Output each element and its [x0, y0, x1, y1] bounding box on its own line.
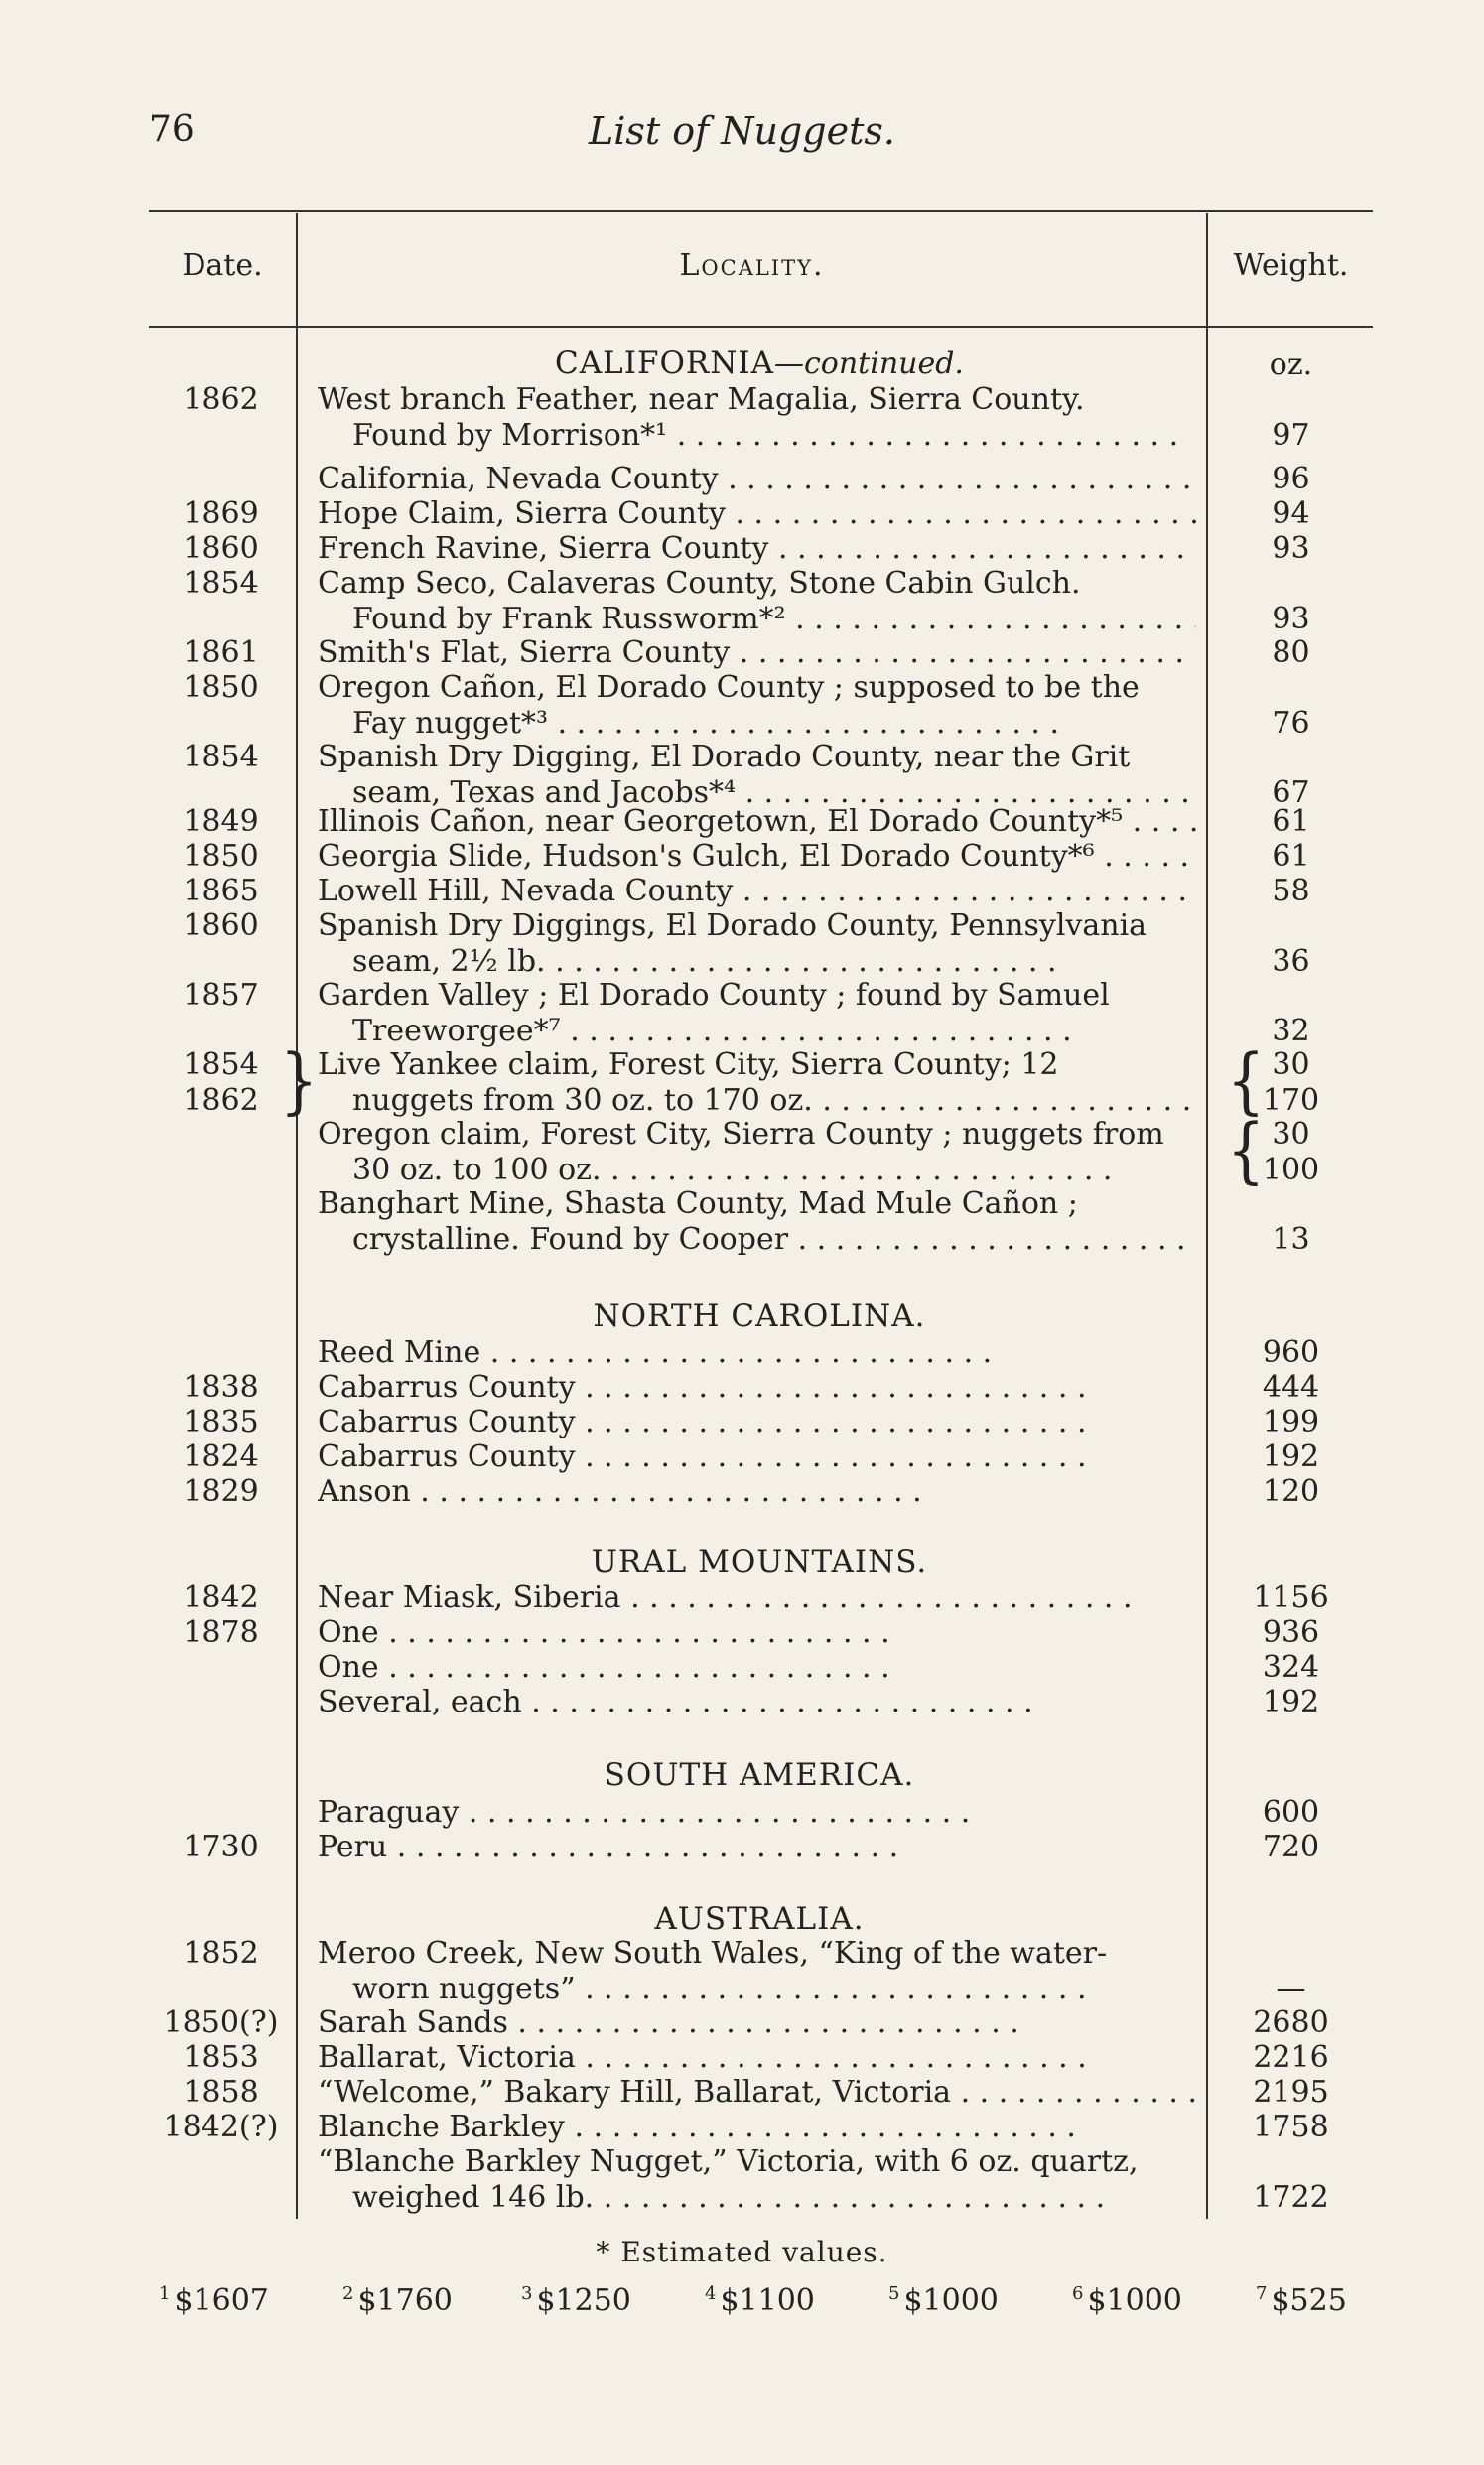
- section-california: [313, 345, 1206, 381]
- weight-brace: {: [1227, 1109, 1266, 1192]
- row-weight: 2195: [1253, 2075, 1329, 2110]
- row-date: 1850: [183, 670, 259, 705]
- row-locality-line: Lowell Hill, Nevada County . .: [318, 874, 1196, 909]
- section-south-america: SOUTH AMERICA.: [604, 1757, 915, 1793]
- footnote-mark: 3: [521, 2283, 533, 2304]
- row-date: 1850: [183, 839, 259, 874]
- row-date: 1730: [183, 1830, 259, 1864]
- row-locality-line: West branch Feather, near Magalia, Sierra County.: [318, 382, 1085, 417]
- row-locality-line: Meroo Creek, New South Wales, “King of the water-: [318, 1936, 1108, 1971]
- row-locality-line: seam, 2½ lb. . .: [352, 944, 1196, 980]
- footnote-mark: 7: [1256, 2283, 1268, 2304]
- footnote-mark: 1: [159, 2283, 171, 2304]
- footnote-estimated: * Estimated values.: [596, 2236, 888, 2268]
- row-locality-line: Reed Mine . .: [318, 1335, 1196, 1371]
- weight-brace: {: [1227, 1039, 1266, 1123]
- row-weight: 36: [1272, 944, 1310, 979]
- row-weight: 199: [1262, 1405, 1320, 1439]
- row-weight: 2680: [1253, 2005, 1329, 2040]
- table-top-rule: [149, 210, 1373, 212]
- column-divider-left-lower: [296, 1226, 298, 2219]
- row-weight: 936: [1262, 1615, 1320, 1650]
- footnote-item: [1256, 2283, 1347, 2318]
- row-locality-line: Peru . .: [318, 1830, 1196, 1865]
- row-locality-line: California, Nevada County . .: [318, 462, 1196, 497]
- row-weight: 58: [1272, 874, 1310, 908]
- row-locality-line: Several, each . .: [318, 1685, 1196, 1720]
- footnote-value: $1250: [536, 2283, 631, 2318]
- row-locality-line: Spanish Dry Diggings, El Dorado County, Pennsylvania: [318, 908, 1147, 943]
- row-weight: 324: [1262, 1650, 1320, 1685]
- row-locality-line: Oregon claim, Forest City, Sierra County ; nuggets from: [318, 1117, 1164, 1152]
- row-locality-line: crystalline. Found by Cooper . .: [352, 1222, 1196, 1258]
- row-locality-line: seam, Texas and Jacobs*⁴ . .: [352, 775, 1196, 811]
- row-date: 1829: [183, 1474, 259, 1509]
- column-divider-right: [1206, 213, 1208, 2219]
- page-title: List of Nuggets.: [589, 109, 895, 153]
- row-weight: 97: [1272, 418, 1310, 453]
- row-locality-line: Fay nugget*³ . .: [352, 706, 1196, 742]
- row-date: 1857: [183, 978, 259, 1013]
- row-date: 1824: [183, 1439, 259, 1474]
- footnote-mark: 2: [342, 2283, 354, 2304]
- footnote-mark: 4: [705, 2283, 717, 2304]
- row-date: 1854: [183, 740, 259, 774]
- footnote-item: [159, 2283, 269, 2318]
- section-ural-mountains: URAL MOUNTAINS.: [591, 1544, 928, 1579]
- row-locality-line: Smith's Flat, Sierra County . .: [318, 635, 1196, 671]
- column-header-locality: Locality.: [679, 248, 825, 283]
- date-brace: }: [280, 1039, 319, 1123]
- footnote-value: $525: [1271, 2283, 1347, 2318]
- row-locality-line: Blanche Barkley . .: [318, 2110, 1196, 2145]
- footnote-value: $1100: [720, 2283, 815, 2318]
- row-locality-line: “Welcome,” Bakary Hill, Ballarat, Victoria . .: [318, 2075, 1196, 2111]
- row-date: 1860: [183, 531, 259, 566]
- footnote-value: $1607: [174, 2283, 269, 2318]
- row-weight: 61: [1272, 804, 1310, 839]
- row-locality-line: Live Yankee claim, Forest City, Sierra County; 12: [318, 1047, 1059, 1082]
- row-locality-line: Oregon Cañon, El Dorado County ; supposed to be the: [318, 670, 1140, 705]
- row-date: 1862: [183, 382, 259, 417]
- row-locality-line: Found by Frank Russworm*² . .: [352, 602, 1196, 637]
- row-locality-line: Near Miask, Siberia . .: [318, 1580, 1196, 1616]
- row-locality-line: Cabarrus County . .: [318, 1405, 1196, 1440]
- row-weight: 30: [1272, 1117, 1310, 1152]
- footnote-value: $1000: [903, 2283, 999, 2318]
- row-weight: 67: [1272, 775, 1310, 810]
- row-locality-line: Camp Seco, Calaveras County, Stone Cabin Gulch.: [318, 566, 1081, 601]
- row-locality-line: Cabarrus County . .: [318, 1370, 1196, 1406]
- row-weight: 2216: [1253, 2040, 1329, 2075]
- row-locality-line: Cabarrus County . .: [318, 1439, 1196, 1475]
- row-date: 1861: [183, 635, 259, 670]
- row-date: 1842(?): [163, 2110, 279, 2144]
- row-date: 1869: [183, 496, 259, 531]
- row-locality-line: Found by Morrison*¹ . .: [352, 418, 1196, 454]
- header-bottom-rule: [149, 326, 1373, 328]
- footnote-item: [342, 2283, 453, 2318]
- page-number: 76: [149, 109, 195, 150]
- row-locality-line: Garden Valley ; El Dorado County ; found by Samuel: [318, 978, 1110, 1013]
- footnote-value: $1000: [1087, 2283, 1182, 2318]
- footnote-mark: 5: [888, 2283, 900, 2304]
- row-weight: 93: [1272, 531, 1310, 566]
- row-weight: 80: [1272, 635, 1310, 670]
- row-locality-line: Paraguay . .: [318, 1795, 1196, 1831]
- row-locality-line: One . .: [318, 1615, 1196, 1651]
- section-name: CALIFORNIA: [555, 345, 774, 381]
- row-date: 1858: [183, 2075, 259, 2110]
- row-locality-line: “Blanche Barkley Nugget,” Victoria, with 6 oz. quartz,: [318, 2144, 1139, 2179]
- row-weight: 192: [1262, 1439, 1320, 1474]
- row-date: 1835: [183, 1405, 259, 1439]
- column-header-date: Date.: [182, 248, 263, 283]
- footnote-item: [705, 2283, 815, 2318]
- row-locality-line: French Ravine, Sierra County . .: [318, 531, 1196, 567]
- row-date: 1878: [183, 1615, 259, 1650]
- row-weight-max: 170: [1262, 1083, 1320, 1118]
- weight-unit: oz.: [1269, 347, 1313, 382]
- row-weight: 93: [1272, 602, 1310, 636]
- column-header-weight: Weight.: [1233, 248, 1349, 283]
- row-locality-line: Illinois Cañon, near Georgetown, El Dorado County*⁵ . .: [318, 804, 1196, 840]
- row-weight: 600: [1262, 1795, 1320, 1830]
- row-locality-line: weighed 146 lb. . .: [352, 2180, 1196, 2216]
- row-locality-line: Treeworgee*⁷ . .: [352, 1014, 1196, 1049]
- row-locality-line: Georgia Slide, Hudson's Gulch, El Dorado County*⁶ . .: [318, 839, 1196, 875]
- footnote-item: [521, 2283, 631, 2318]
- row-date: 1850(?): [163, 2005, 279, 2040]
- row-weight: 30: [1272, 1047, 1310, 1082]
- row-date: 1838: [183, 1370, 259, 1405]
- row-locality-line: Banghart Mine, Shasta County, Mad Mule Cañon ;: [318, 1186, 1078, 1221]
- row-date: 1853: [183, 2040, 259, 2075]
- section-suffix: —continued.: [773, 346, 964, 381]
- row-locality-line: 30 oz. to 100 oz. . .: [352, 1153, 1196, 1188]
- footnote-mark: 6: [1072, 2283, 1084, 2304]
- footnote-value: $1760: [357, 2283, 453, 2318]
- row-date: 1842: [183, 1580, 259, 1615]
- row-date: 1854: [183, 1047, 259, 1082]
- row-locality-line: Anson . .: [318, 1474, 1196, 1510]
- row-locality-line: One . .: [318, 1650, 1196, 1686]
- row-date: 1860: [183, 908, 259, 943]
- row-weight: 1722: [1253, 2180, 1329, 2215]
- row-weight: 960: [1262, 1335, 1320, 1370]
- section-north-carolina: NORTH CAROLINA.: [593, 1299, 926, 1334]
- row-locality-line: Spanish Dry Digging, El Dorado County, near the Grit: [318, 740, 1131, 774]
- row-weight: 444: [1262, 1370, 1320, 1405]
- row-locality-line: Ballarat, Victoria . .: [318, 2040, 1196, 2076]
- row-weight: 96: [1272, 462, 1310, 496]
- row-weight: 1758: [1253, 2110, 1329, 2144]
- row-weight: 120: [1262, 1474, 1320, 1509]
- row-locality-line: worn nuggets” . .: [352, 1972, 1196, 2007]
- row-locality-line: Hope Claim, Sierra County . .: [318, 496, 1196, 532]
- row-date: 1865: [183, 874, 259, 908]
- row-locality-line: nuggets from 30 oz. to 170 oz. . .: [352, 1083, 1196, 1119]
- row-weight: 720: [1262, 1830, 1320, 1864]
- row-weight: 13: [1272, 1222, 1310, 1257]
- row-weight: 76: [1272, 706, 1310, 741]
- row-weight: 1156: [1253, 1580, 1329, 1615]
- footnote-item: [1072, 2283, 1182, 2318]
- row-weight-max: 100: [1262, 1153, 1320, 1187]
- row-weight: 32: [1272, 1014, 1310, 1048]
- row-weight: 94: [1272, 496, 1310, 531]
- row-locality-line: Sarah Sands . .: [318, 2005, 1196, 2041]
- section-australia: AUSTRALIA.: [654, 1901, 865, 1937]
- row-date-end: 1862: [183, 1083, 259, 1118]
- row-date: 1849: [183, 804, 259, 839]
- row-weight: 192: [1262, 1685, 1320, 1719]
- row-weight: —: [1276, 1972, 1306, 2006]
- row-date: 1852: [183, 1936, 259, 1971]
- row-date: 1854: [183, 566, 259, 601]
- row-weight: 61: [1272, 839, 1310, 874]
- footnote-item: [888, 2283, 999, 2318]
